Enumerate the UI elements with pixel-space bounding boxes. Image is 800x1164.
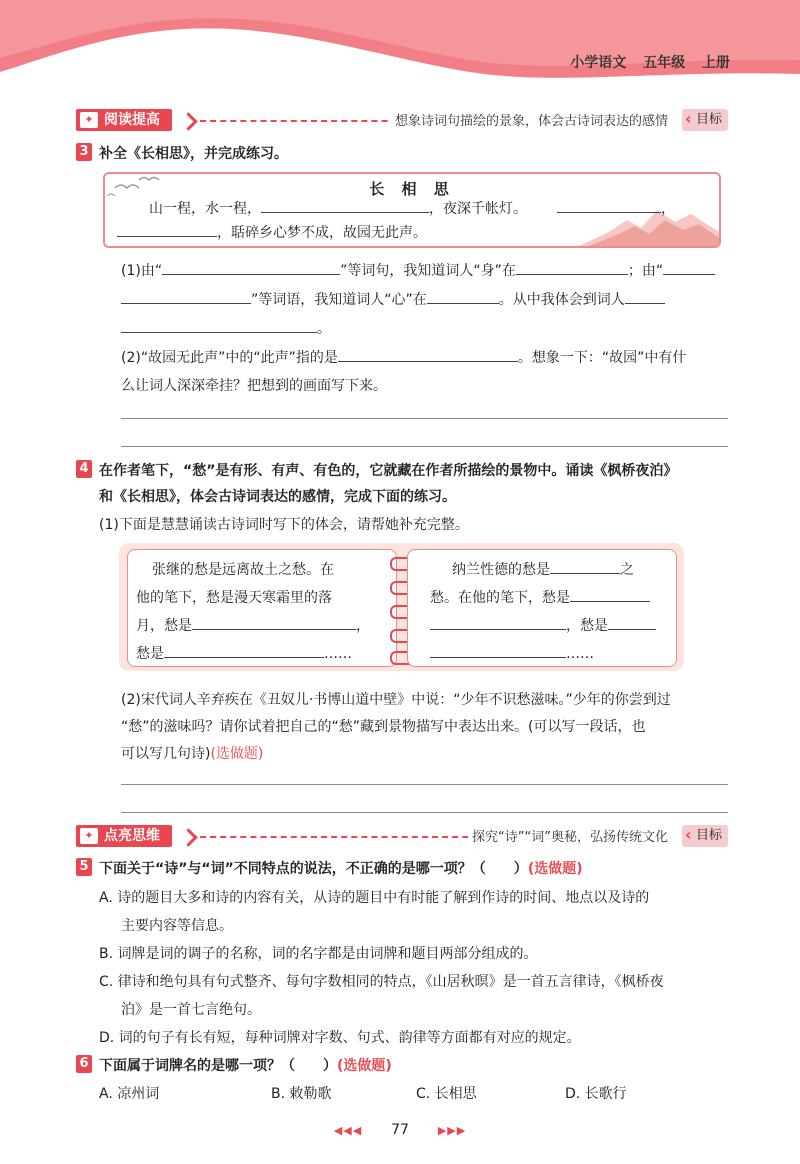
text: …… [324, 646, 352, 662]
text: 。想象一下：“故园”中有什 [517, 350, 687, 366]
q6-option-b[interactable]: B. 敕勒歌 [271, 1086, 332, 1102]
poem-text: ， [661, 201, 675, 217]
text: 下面属于词牌名的是哪一项？（ ） [99, 1058, 337, 1074]
left-line-4 [136, 643, 352, 663]
page-footer [0, 1122, 800, 1138]
section-goal: 探究“诗”“词”奥秘，弘扬传统文化 [468, 826, 672, 845]
section-goal: 想象诗词句描绘的景象，体会古诗词表达的感情 [391, 110, 672, 129]
answer-line[interactable] [121, 784, 728, 785]
left-line-1: 张继的愁是远离故土之愁。在 [152, 562, 334, 578]
chevron-right-icon [179, 828, 197, 846]
answer-blank[interactable] [427, 289, 499, 304]
poem-box [103, 172, 721, 248]
q3-sub1-line1 [121, 260, 715, 280]
goal-badge: ‹ 目标 [682, 109, 728, 131]
section-tag [76, 825, 172, 847]
text: 愁是 [136, 646, 164, 662]
text: ，愁是 [566, 618, 608, 634]
left-line-2: 他的笔下，愁是漫天寒霜里的落 [136, 590, 332, 606]
answer-line[interactable] [121, 418, 728, 419]
answer-blank[interactable] [338, 347, 518, 362]
question-number: 6 [76, 1055, 92, 1073]
text: ；由“ [627, 263, 664, 279]
answer-blank[interactable] [261, 198, 429, 213]
book-icon: ✦ [80, 828, 98, 844]
text: 下面关于“诗”与“词”不同特点的说法，不正确的是哪一项？（ ） [99, 861, 528, 877]
answer-blank[interactable] [550, 559, 620, 574]
q6-option-a[interactable]: A. 凉州词 [99, 1086, 160, 1102]
text: 月，愁是 [136, 618, 192, 634]
q3-sub1-line3 [121, 318, 331, 338]
q3-sub2-line2: 么让词人深深牵挂？把想到的画面写下来。 [121, 378, 387, 394]
option-a-line1[interactable]: A. 诗的题目大多和诗的内容有关，从诗的题目中有时能了解到作诗的时间、地点以及诗的 [99, 890, 650, 906]
answer-blank[interactable] [570, 587, 650, 602]
question-title-cont: 和《长相思》，体会古诗词表达的感情，完成下面的练习。 [99, 489, 456, 505]
q4-sub1: (1)下面是慧慧诵读古诗词时写下的体会，请帮她补充完整。 [99, 517, 469, 533]
text: ， [356, 618, 370, 634]
header-meta [570, 52, 730, 72]
poem-line-1 [149, 198, 675, 218]
section-label: 阅读提高 [104, 112, 160, 128]
q6-option-c[interactable]: C. 长相思 [416, 1086, 477, 1102]
answer-blank[interactable] [164, 643, 324, 658]
grade-label: 五年级 [643, 55, 686, 71]
answer-blank[interactable] [663, 260, 715, 275]
poem-text: ，夜深千帐灯。 [429, 201, 527, 217]
book-icon: ✦ [80, 112, 98, 128]
text: (1)由“ [121, 263, 163, 279]
notebook-right-page [407, 549, 677, 667]
question-number: 3 [76, 143, 92, 161]
answer-blank[interactable] [121, 289, 251, 304]
answer-blank[interactable] [117, 222, 217, 237]
section-banner-reading [76, 109, 728, 133]
header-banner [0, 0, 800, 96]
text: 愁。在他的笔下，愁是 [430, 590, 570, 606]
option-a-line2: 主要内容等信息。 [121, 918, 233, 934]
poem-text: ，聒碎乡心梦不成，故园无此声。 [217, 225, 427, 241]
next-arrows-icon: ▶▶▶ [437, 1124, 467, 1137]
optional-tag: (选做题) [210, 746, 264, 762]
text: 。从中我体会到词人 [498, 292, 625, 308]
text: ”等词语，我知道词人“心”在 [251, 292, 427, 308]
section-banner-thinking [76, 825, 728, 849]
answer-blank[interactable] [608, 615, 656, 630]
section-tag [76, 109, 172, 131]
text: 。 [317, 321, 331, 337]
answer-blank[interactable] [557, 198, 661, 213]
poem-text: 山一程，水一程， [149, 201, 261, 217]
poem-line-2 [117, 222, 427, 242]
text: …… [566, 646, 594, 662]
q3-sub1-line2 [121, 289, 665, 309]
right-line-4 [430, 643, 594, 662]
text: 之 [620, 562, 634, 578]
q4-sub2-line1: (2)宋代词人辛弃疾在《丑奴儿·书博山道中壁》中说：“少年不识愁滋味。”少年的你尝到过 [121, 692, 671, 708]
optional-tag: (选做题) [337, 1058, 392, 1074]
option-c-line1[interactable]: C. 律诗和绝句具有句式整齐、每句字数相同的特点，《山居秋暝》是一首五言律诗，《枫桥夜 [99, 974, 664, 990]
answer-blank[interactable] [430, 643, 566, 658]
notebook-card [119, 543, 684, 671]
text: 可以写几句诗) [121, 746, 211, 762]
goal-badge: ‹ 目标 [682, 825, 728, 847]
q4-sub2-line2: “愁”的滋味吗？请你试着把自己的“愁”藏到景物描写中表达出来。(可以写一段话，也 [121, 719, 646, 735]
answer-blank[interactable] [162, 260, 340, 275]
subject-label: 小学语文 [570, 55, 627, 71]
poem-title: 长 相 思 [369, 180, 455, 198]
q4-sub2-line3 [121, 743, 263, 763]
answer-blank[interactable] [625, 289, 665, 304]
q6-option-d[interactable]: D. 长歌行 [565, 1086, 627, 1102]
answer-blank[interactable] [430, 615, 566, 630]
question-title [99, 858, 583, 878]
answer-line[interactable] [121, 812, 728, 813]
answer-blank[interactable] [516, 260, 628, 275]
question-title: 在作者笔下，“愁”是有形、有声、有色的，它就藏在作者所描绘的景物中。诵读《枫桥夜泊》 [99, 463, 678, 479]
optional-tag: (选做题) [527, 861, 583, 877]
chevron-right-icon [179, 112, 197, 130]
option-d[interactable]: D. 词的句子有长有短，每种词牌对字数、句式、韵律等方面都有对应的规定。 [99, 1030, 581, 1046]
right-line-1 [452, 559, 634, 579]
right-line-2 [430, 587, 650, 607]
right-line-3 [430, 615, 656, 635]
text: 纳兰性德的愁是 [452, 562, 550, 578]
page-number: 77 [391, 1122, 409, 1138]
question-title [99, 1055, 392, 1075]
text: ”等词句，我知道词人“身”在 [340, 263, 516, 279]
answer-blank[interactable] [192, 615, 356, 630]
question-number: 4 [76, 460, 92, 478]
notebook-left-page [127, 549, 397, 667]
prev-arrows-icon: ◀◀◀ [333, 1124, 363, 1137]
question-number: 5 [76, 858, 92, 876]
option-b[interactable]: B. 词牌是词的调子的名称，词的名字都是由词牌和题目两部分组成的。 [99, 946, 538, 962]
answer-blank[interactable] [121, 318, 317, 333]
answer-line[interactable] [121, 446, 728, 447]
volume-label: 上册 [702, 55, 730, 71]
q3-sub2-line1 [121, 347, 686, 367]
option-c-line2: 泊》是一首七言绝句。 [121, 1002, 261, 1018]
question-title: 补全《长相思》，并完成练习。 [99, 146, 288, 162]
text: (2)“故园无此声”中的“此声”指的是 [121, 350, 338, 366]
section-label: 点亮思维 [104, 828, 160, 844]
left-line-3 [136, 615, 370, 635]
